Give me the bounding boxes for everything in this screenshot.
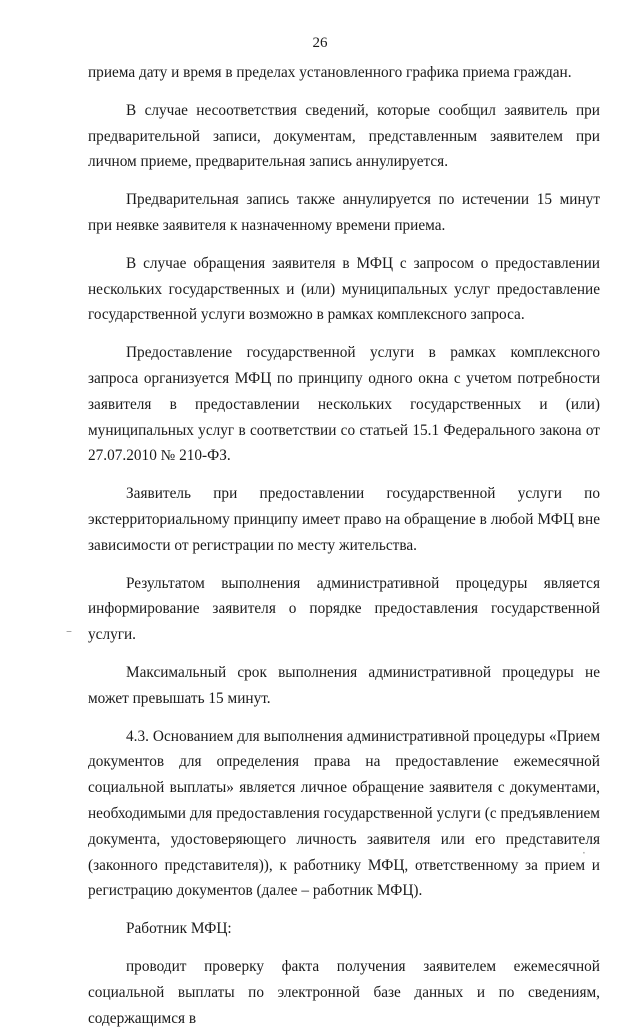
paragraph-3: Предварительная запись также аннулируется по истечении 15 минут при неявке заявителя к назначенному времени приема. bbox=[88, 191, 600, 234]
scan-mark-left: – bbox=[66, 624, 72, 638]
paragraph-11: проводит проверку факта получения заявителем ежемесячной социальной выплаты по электронной базе данных и по сведениям, содержащимся в bbox=[88, 957, 600, 1027]
paragraph-9: 4.3. Основанием для выполнения административной процедуры «Прием документов для определения права на предоставление ежемесячной социальной выплаты» является личное обращение заявителя с документами, необходимыми для предоставления государственной услуги (с предъявлением документа, удостоверяющего личность заявителя или его представителя (законного представителя)), к работнику МФЦ, ответственному за прием и регистрацию документов (далее – работник МФЦ). bbox=[88, 727, 600, 900]
paragraph-1: приема дату и время в пределах установленного графика приема граждан. bbox=[88, 64, 572, 81]
scan-mark-right: · bbox=[582, 846, 586, 860]
paragraph-10: Работник МФЦ: bbox=[126, 920, 232, 938]
paragraph-8: Максимальный срок выполнения административной процедуры не может превышать 15 минут. bbox=[88, 663, 600, 707]
paragraph-5: Предоставление государственной услуги в рамках комплексного запроса организуется МФЦ по принципу одного окна с учетом потребности заявителя в предоставлении нескольких государственных и (или) муниципальных услуг в соответствии со статьей 15.1 Федерального закона от 27.07.2010 № 210-ФЗ. bbox=[88, 344, 600, 465]
paragraph-7: Результатом выполнения административной процедуры является информирование заявителя о порядке предоставления государственной услуги. bbox=[88, 574, 600, 644]
paragraph-6: Заявитель при предоставлении государственной услуги по экстерриториальному принципу имеет право на обращение в любой МФЦ вне зависимости от регистрации по месту жительства. bbox=[88, 485, 600, 554]
paragraph-2: В случае несоответствия сведений, которые сообщил заявитель при предварительной записи, документам, представленным заявителем при личном приеме, предварительная запись аннулируется. bbox=[88, 101, 600, 171]
page-number: 26 bbox=[312, 35, 328, 51]
paragraph-4: В случае обращения заявителя в МФЦ с запросом о предоставлении нескольких государственных и (или) муниципальных услуг предоставление государственной услуги возможно в рамках комплексного запроса. bbox=[88, 254, 600, 324]
document-body bbox=[88, 60, 600, 1031]
